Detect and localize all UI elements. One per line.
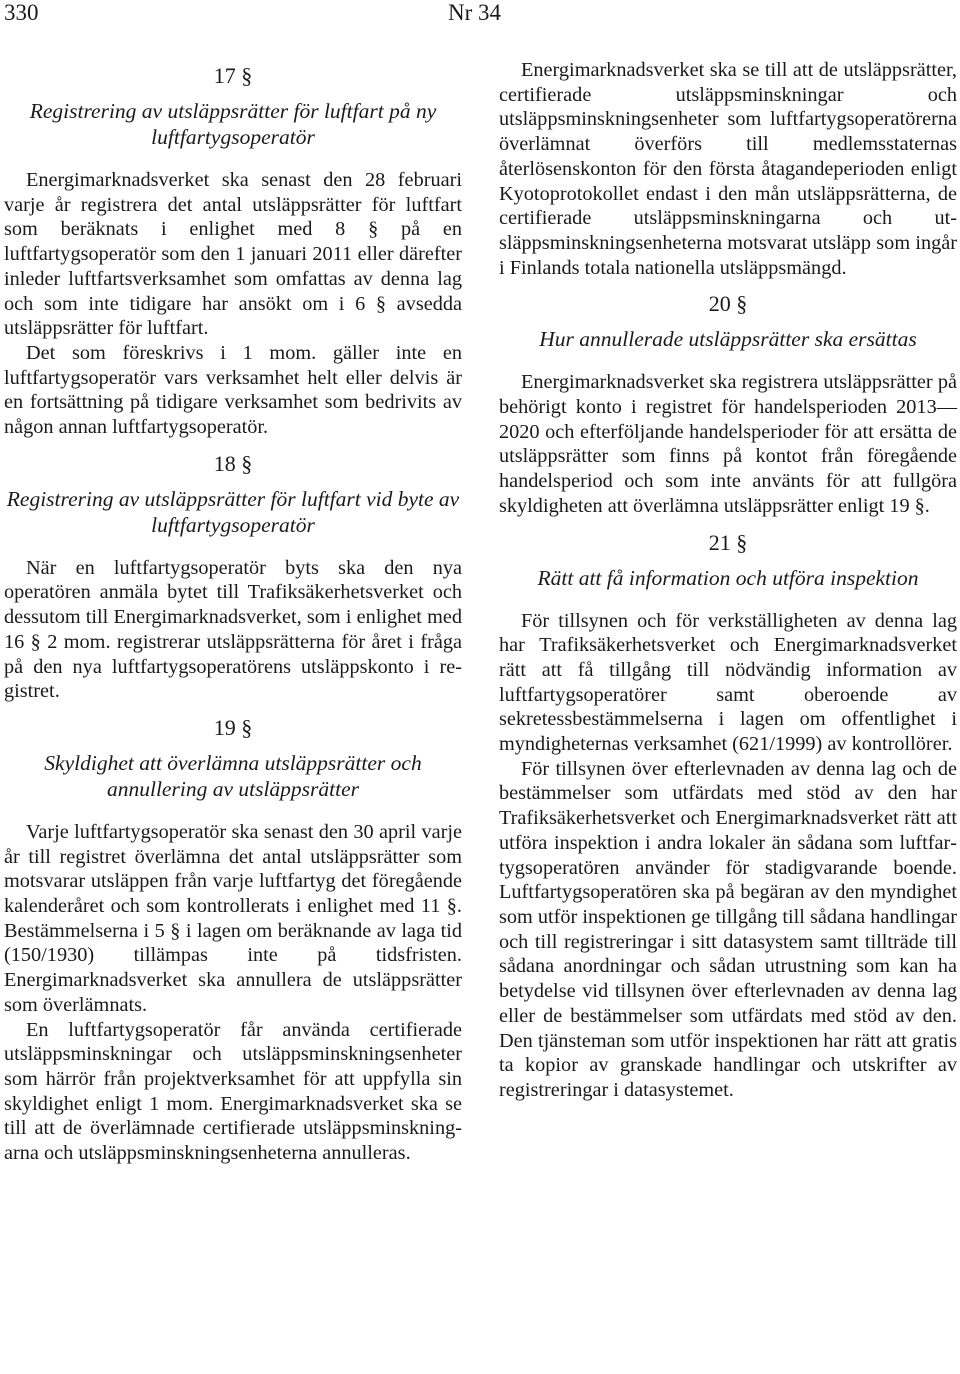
section-17-paragraph-1: Energimarknadsverket ska senast den 28 februari varje år registrera det antal utsläppsrätter för luftfart som beräknats i enlighet med 8 § på en luftfartygsoperatör som den 1 januari 2011 eller därefter inleder luftfartsverksamhet som omfattas av denna lag och som inte tidigare har ansökt om i 6 § avsedda utsläppsrätter för luftfart. <box>4 169 462 340</box>
section-18-title: Registrering av utsläppsrätter för luftfart vid byte av luftfartygsoperatör <box>6 486 460 537</box>
section-17-paragraph-2: Det som föreskrivs i 1 mom. gäller inte en luftfartygsoperatör vars verksamhet helt eller delvis är en fortsättning på tidigare verksamhet som bedrivits av någon annan luftfartygsoperatör. <box>4 341 462 439</box>
section-18-paragraph-1: När en luftfartygsoperatör byts ska den nya operatören anmäla bytet till Trafiksäkerhetsverket och dessutom till Energimarknadsverket, som i enlighet med 16 § 2 mom. registrerar utsläppsrätterna för året i fråga på den nya luftfartygsoperatörens utsläppskonto i registret. <box>4 556 462 703</box>
section-21-number: 21 § <box>708 529 748 555</box>
page-number: 330 <box>4 0 39 25</box>
section-17-title: Registrering av utsläppsrätter för luftfart på ny luftfartygsoperatör <box>29 99 437 149</box>
page-header <box>0 0 960 30</box>
issue-number: Nr 34 <box>448 0 502 25</box>
section-19-paragraph-1: Varje luftfartygsoperatör ska senast den 30 april varje år till registret överlämna det antal utsläppsrätter som motsvarar utsläppen från varje luftfartyg det föregående kalenderåret och som kontrollerats i enlighet med 11 §. Bestämmelserna i 5 § i lagen om beräknande av laga tid (150/1930) tillämpas inte på tidsfristen. Energimarknadsverket ska annullera de utsläppsrätter som överlämnats. <box>4 820 462 1016</box>
section-20-paragraph-1: Energimarknadsverket ska registrera utsläppsrätter på behörigt konto i registret för handelsperioden 2013—2020 och efterföljande handelsperioder för att ersätta de utsläppsrätter som finns på kontot från föregående handelsperiod och som inte använts för att fullgöra skyldigheten att överlämna utsläppsrätter enligt 19 §. <box>499 371 957 517</box>
section-20-title: Hur annullerade utsläppsrätter ska ersättas <box>539 327 917 352</box>
section-21-paragraph-1: För tillsynen och för verkställigheten av denna lag har Trafiksäkerhetsverket och Energimarknadsverket rätt att få tillgång till nödvändig information av luftfartygsoperatörer samt oberoende av sekretessbestämmelserna i lagen om offentlighet i myndigheternas verksamhet (621/1999) av kontrollörer. <box>499 609 957 756</box>
section-19-continuation: Energimarknadsverket ska se till att de utsläppsrätter, certifierade utsläppsminskningar och utsläppsminskningsenheter som luftfartygsoperatörerna överlämnat överförs till medlemsstaternas återlösenskonton för den första åtagandeperioden enligt Kyotoprotokollet endast i den mån utsläppsrätterna, de certifierade utsläppsminskningarna och utsläppsminskningsenheterna motsvarat utsläpp som ingår i Finlands totala nationella utsläppsmängd. <box>499 59 957 279</box>
section-17-number: 17 § <box>213 63 253 88</box>
right-column <box>499 58 957 1103</box>
section-20-number: 20 § <box>708 291 748 317</box>
section-19-title: Skyldighet att överlämna utsläppsrätter och annullering av utsläppsrätter <box>44 750 422 801</box>
section-19-number: 19 § <box>213 714 253 740</box>
section-21-paragraph-2: För tillsynen över efterlevnaden av denna lag och de bestämmelser som utfärdats med stöd av den har Trafiksäkerhetsverket och Energimarknadsverket rätt att utföra inspektion i andra lokaler än sådana som luftfartygsoperatören använder för stadigvarande boende. Luftfartygsoperatören ska på begäran av den myndighet som utför inspektionen ge tillgång till sådana handlingar och till registreringar i sitt datasystem samt tillträde till sådana anordningar och sådan utrustning som kan ha betydelse vid tillsynen över efterlevnaden av denna lag eller de bestämmelser som utfärdats med stöd av den. Den tjänsteman som utför inspektionen har rätt att gratis ta kopior av granskade handlingar och utskrifter av registreringar i datasystemet. <box>499 757 957 1101</box>
section-19-paragraph-2: En luftfartygsoperatör får använda certifierade utsläppsminskningar och utsläppsminskningsenheter som härrör från projektverksamhet för att uppfylla sin skyldighet enligt 1 mom. Energimarknadsverket ska se till att de överlämnade certifierade utsläppsminskningarna och utsläppsminskningsenheterna annulleras. <box>4 1018 462 1165</box>
left-column <box>4 58 462 1166</box>
section-21-title: Rätt att få information och utföra inspektion <box>537 565 919 590</box>
section-18-number: 18 § <box>213 450 253 476</box>
